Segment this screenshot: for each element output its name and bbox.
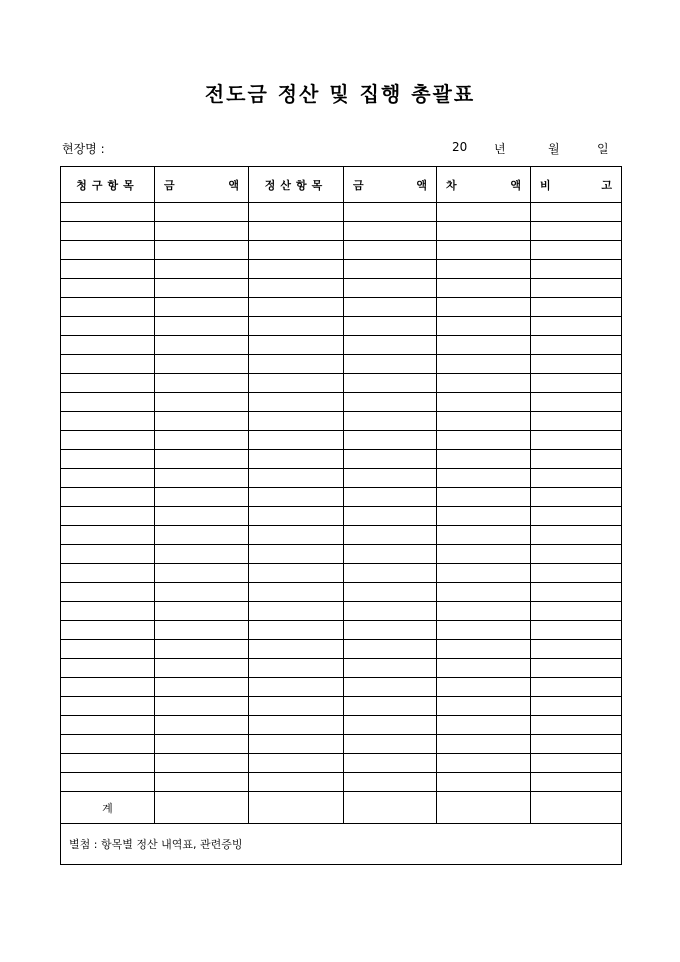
cell-remarks[interactable]	[531, 222, 622, 241]
attachment-note: 별첨 : 항목별 정산 내역표, 관련증빙	[61, 824, 622, 865]
cell-remarks[interactable]	[531, 507, 622, 526]
cell-claim-item[interactable]	[61, 678, 155, 697]
table-row	[61, 621, 622, 640]
cell-amount-2[interactable]	[344, 374, 437, 393]
cell-settle-item[interactable]	[249, 431, 344, 450]
cell-settle-item[interactable]	[249, 602, 344, 621]
cell-remarks[interactable]	[531, 279, 622, 298]
cell-claim-item[interactable]	[61, 773, 155, 792]
cell-settle-item[interactable]	[249, 336, 344, 355]
cell-difference[interactable]	[437, 260, 531, 279]
cell-difference[interactable]	[437, 602, 531, 621]
cell-difference[interactable]	[437, 659, 531, 678]
cell-amount-1[interactable]	[155, 431, 249, 450]
cell-remarks[interactable]	[531, 716, 622, 735]
cell-settle-item[interactable]	[249, 583, 344, 602]
cell-amount-1[interactable]	[155, 279, 249, 298]
cell-difference[interactable]	[437, 640, 531, 659]
cell-remarks[interactable]	[531, 583, 622, 602]
cell-settle-item[interactable]	[249, 298, 344, 317]
cell-difference[interactable]	[437, 279, 531, 298]
table-row	[61, 260, 622, 279]
cell-difference[interactable]	[437, 545, 531, 564]
cell-settle-item[interactable]	[249, 260, 344, 279]
cell-claim-item[interactable]	[61, 469, 155, 488]
header-amount-1-left: 금	[164, 178, 175, 192]
cell-claim-item[interactable]	[61, 545, 155, 564]
cell-amount-2[interactable]	[344, 317, 437, 336]
cell-remarks[interactable]	[531, 355, 622, 374]
total-amount-1[interactable]	[155, 792, 249, 824]
cell-remarks[interactable]	[531, 621, 622, 640]
cell-remarks[interactable]	[531, 640, 622, 659]
cell-amount-2[interactable]	[344, 393, 437, 412]
cell-settle-item[interactable]	[249, 317, 344, 336]
cell-remarks[interactable]	[531, 545, 622, 564]
cell-claim-item[interactable]	[61, 298, 155, 317]
cell-difference[interactable]	[437, 564, 531, 583]
table-row	[61, 222, 622, 241]
cell-remarks[interactable]	[531, 450, 622, 469]
cell-difference[interactable]	[437, 469, 531, 488]
document-title: 전도금 정산 및 집행 총괄표	[204, 82, 476, 106]
cell-settle-item[interactable]	[249, 469, 344, 488]
cell-amount-2[interactable]	[344, 431, 437, 450]
table-row	[61, 545, 622, 564]
cell-claim-item[interactable]	[61, 659, 155, 678]
cell-amount-2[interactable]	[344, 716, 437, 735]
cell-amount-1[interactable]	[155, 317, 249, 336]
cell-amount-2[interactable]	[344, 602, 437, 621]
cell-amount-2[interactable]	[344, 735, 437, 754]
cell-amount-2[interactable]	[344, 298, 437, 317]
cell-settle-item[interactable]	[249, 621, 344, 640]
cell-settle-item[interactable]	[249, 773, 344, 792]
cell-claim-item[interactable]	[61, 583, 155, 602]
total-row	[61, 792, 622, 824]
cell-settle-item[interactable]	[249, 640, 344, 659]
cell-claim-item[interactable]	[61, 564, 155, 583]
note-row	[61, 824, 622, 865]
cell-settle-item[interactable]	[249, 678, 344, 697]
cell-amount-1[interactable]	[155, 336, 249, 355]
cell-difference[interactable]	[437, 526, 531, 545]
cell-amount-1[interactable]	[155, 355, 249, 374]
cell-amount-2[interactable]	[344, 754, 437, 773]
cell-remarks[interactable]	[531, 241, 622, 260]
cell-amount-1[interactable]	[155, 640, 249, 659]
cell-claim-item[interactable]	[61, 716, 155, 735]
cell-amount-1[interactable]	[155, 526, 249, 545]
cell-difference[interactable]	[437, 488, 531, 507]
table-row	[61, 564, 622, 583]
header-amount-1	[155, 167, 249, 203]
cell-difference[interactable]	[437, 754, 531, 773]
header-difference-right: 액	[510, 178, 521, 192]
cell-claim-item[interactable]	[61, 450, 155, 469]
cell-amount-2[interactable]	[344, 412, 437, 431]
cell-settle-item[interactable]	[249, 545, 344, 564]
cell-amount-1[interactable]	[155, 545, 249, 564]
cell-remarks[interactable]	[531, 393, 622, 412]
total-amount-2[interactable]	[344, 792, 437, 824]
table-row	[61, 659, 622, 678]
cell-amount-1[interactable]	[155, 716, 249, 735]
header-amount-2-right: 액	[416, 178, 427, 192]
cell-amount-1[interactable]	[155, 621, 249, 640]
cell-settle-item[interactable]	[249, 374, 344, 393]
cell-remarks[interactable]	[531, 469, 622, 488]
cell-claim-item[interactable]	[61, 317, 155, 336]
cell-remarks[interactable]	[531, 526, 622, 545]
cell-settle-item[interactable]	[249, 412, 344, 431]
cell-claim-item[interactable]	[61, 621, 155, 640]
cell-remarks[interactable]	[531, 431, 622, 450]
cell-amount-1[interactable]	[155, 773, 249, 792]
cell-claim-item[interactable]	[61, 279, 155, 298]
table-row	[61, 279, 622, 298]
table-row	[61, 336, 622, 355]
table-row	[61, 317, 622, 336]
cell-claim-item[interactable]	[61, 754, 155, 773]
table-row	[61, 393, 622, 412]
cell-amount-2[interactable]	[344, 488, 437, 507]
table-row	[61, 412, 622, 431]
cell-remarks[interactable]	[531, 260, 622, 279]
cell-settle-item[interactable]	[249, 450, 344, 469]
header-claim-item: 청구항목	[61, 167, 155, 203]
cell-difference[interactable]	[437, 374, 531, 393]
cell-settle-item[interactable]	[249, 697, 344, 716]
cell-settle-item[interactable]	[249, 203, 344, 222]
cell-amount-1[interactable]	[155, 754, 249, 773]
cell-amount-2[interactable]	[344, 678, 437, 697]
cell-settle-item[interactable]	[249, 754, 344, 773]
date-year-label: 년	[494, 142, 506, 156]
header-remarks	[531, 167, 622, 203]
cell-remarks[interactable]	[531, 564, 622, 583]
cell-amount-1[interactable]	[155, 735, 249, 754]
cell-amount-1[interactable]	[155, 241, 249, 260]
cell-amount-2[interactable]	[344, 507, 437, 526]
cell-claim-item[interactable]	[61, 697, 155, 716]
table-row	[61, 450, 622, 469]
table-row	[61, 374, 622, 393]
total-settle-item[interactable]	[249, 792, 344, 824]
header-difference	[437, 167, 531, 203]
header-remarks-right: 고	[601, 178, 612, 192]
cell-difference[interactable]	[437, 355, 531, 374]
cell-claim-item[interactable]	[61, 336, 155, 355]
cell-remarks[interactable]	[531, 773, 622, 792]
cell-amount-2[interactable]	[344, 279, 437, 298]
cell-difference[interactable]	[437, 203, 531, 222]
total-label: 계	[61, 792, 155, 824]
cell-settle-item[interactable]	[249, 393, 344, 412]
total-remarks[interactable]	[531, 792, 622, 824]
table-row	[61, 298, 622, 317]
cell-remarks[interactable]	[531, 602, 622, 621]
cell-remarks[interactable]	[531, 735, 622, 754]
cell-claim-item[interactable]	[61, 393, 155, 412]
cell-amount-1[interactable]	[155, 222, 249, 241]
cell-amount-1[interactable]	[155, 393, 249, 412]
cell-settle-item[interactable]	[249, 355, 344, 374]
cell-amount-2[interactable]	[344, 260, 437, 279]
cell-remarks[interactable]	[531, 203, 622, 222]
cell-amount-2[interactable]	[344, 355, 437, 374]
cell-settle-item[interactable]	[249, 735, 344, 754]
cell-settle-item[interactable]	[249, 241, 344, 260]
header-amount-2-left: 금	[353, 178, 364, 192]
cell-settle-item[interactable]	[249, 279, 344, 298]
cell-claim-item[interactable]	[61, 735, 155, 754]
cell-remarks[interactable]	[531, 317, 622, 336]
cell-amount-1[interactable]	[155, 564, 249, 583]
cell-difference[interactable]	[437, 697, 531, 716]
cell-difference[interactable]	[437, 393, 531, 412]
cell-remarks[interactable]	[531, 697, 622, 716]
table-row	[61, 583, 622, 602]
cell-difference[interactable]	[437, 336, 531, 355]
cell-claim-item[interactable]	[61, 507, 155, 526]
date-year-prefix: 20	[452, 140, 468, 154]
table-row	[61, 241, 622, 260]
date-month-label: 월	[548, 142, 560, 156]
cell-difference[interactable]	[437, 298, 531, 317]
header-remarks-left: 비	[540, 178, 551, 192]
site-name-label: 현장명 :	[62, 142, 105, 156]
cell-claim-item[interactable]	[61, 431, 155, 450]
cell-amount-1[interactable]	[155, 260, 249, 279]
header-row	[61, 167, 622, 203]
date-day-label: 일	[597, 142, 609, 156]
cell-difference[interactable]	[437, 317, 531, 336]
cell-difference[interactable]	[437, 450, 531, 469]
cell-settle-item[interactable]	[249, 716, 344, 735]
cell-amount-2[interactable]	[344, 564, 437, 583]
cell-amount-1[interactable]	[155, 697, 249, 716]
cell-amount-1[interactable]	[155, 659, 249, 678]
cell-amount-2[interactable]	[344, 640, 437, 659]
cell-claim-item[interactable]	[61, 355, 155, 374]
cell-amount-2[interactable]	[344, 450, 437, 469]
cell-difference[interactable]	[437, 222, 531, 241]
cell-amount-2[interactable]	[344, 526, 437, 545]
table-row	[61, 735, 622, 754]
header-amount-1-right: 액	[228, 178, 239, 192]
cell-amount-2[interactable]	[344, 336, 437, 355]
cell-difference[interactable]	[437, 583, 531, 602]
cell-remarks[interactable]	[531, 336, 622, 355]
cell-amount-1[interactable]	[155, 203, 249, 222]
cell-settle-item[interactable]	[249, 222, 344, 241]
cell-amount-1[interactable]	[155, 374, 249, 393]
cell-amount-2[interactable]	[344, 583, 437, 602]
table-row	[61, 488, 622, 507]
cell-difference[interactable]	[437, 412, 531, 431]
table-row	[61, 678, 622, 697]
cell-amount-2[interactable]	[344, 773, 437, 792]
cell-claim-item[interactable]	[61, 260, 155, 279]
cell-amount-1[interactable]	[155, 469, 249, 488]
cell-claim-item[interactable]	[61, 602, 155, 621]
cell-settle-item[interactable]	[249, 659, 344, 678]
cell-difference[interactable]	[437, 678, 531, 697]
header-settle-item: 정산항목	[249, 167, 344, 203]
cell-remarks[interactable]	[531, 659, 622, 678]
cell-remarks[interactable]	[531, 412, 622, 431]
cell-claim-item[interactable]	[61, 488, 155, 507]
cell-amount-1[interactable]	[155, 678, 249, 697]
cell-claim-item[interactable]	[61, 203, 155, 222]
cell-remarks[interactable]	[531, 754, 622, 773]
cell-difference[interactable]	[437, 621, 531, 640]
cell-claim-item[interactable]	[61, 412, 155, 431]
table-row	[61, 203, 622, 222]
cell-difference[interactable]	[437, 735, 531, 754]
cell-remarks[interactable]	[531, 374, 622, 393]
cell-amount-2[interactable]	[344, 241, 437, 260]
cell-amount-2[interactable]	[344, 545, 437, 564]
header-difference-left: 차	[446, 178, 457, 192]
table-row	[61, 507, 622, 526]
cell-difference[interactable]	[437, 773, 531, 792]
cell-amount-1[interactable]	[155, 488, 249, 507]
cell-claim-item[interactable]	[61, 374, 155, 393]
cell-remarks[interactable]	[531, 678, 622, 697]
cell-claim-item[interactable]	[61, 222, 155, 241]
cell-amount-1[interactable]	[155, 602, 249, 621]
cell-claim-item[interactable]	[61, 640, 155, 659]
cell-amount-1[interactable]	[155, 450, 249, 469]
cell-difference[interactable]	[437, 716, 531, 735]
cell-amount-1[interactable]	[155, 298, 249, 317]
cell-claim-item[interactable]	[61, 241, 155, 260]
cell-amount-2[interactable]	[344, 659, 437, 678]
cell-remarks[interactable]	[531, 298, 622, 317]
cell-settle-item[interactable]	[249, 488, 344, 507]
cell-remarks[interactable]	[531, 488, 622, 507]
table-row	[61, 697, 622, 716]
cell-settle-item[interactable]	[249, 507, 344, 526]
cell-amount-1[interactable]	[155, 412, 249, 431]
cell-amount-1[interactable]	[155, 583, 249, 602]
table-row	[61, 602, 622, 621]
cell-settle-item[interactable]	[249, 564, 344, 583]
table-row	[61, 716, 622, 735]
table-row	[61, 469, 622, 488]
cell-amount-2[interactable]	[344, 697, 437, 716]
cell-amount-2[interactable]	[344, 222, 437, 241]
cell-amount-1[interactable]	[155, 507, 249, 526]
cell-claim-item[interactable]	[61, 526, 155, 545]
table-row	[61, 431, 622, 450]
table-row	[61, 773, 622, 792]
cell-amount-2[interactable]	[344, 203, 437, 222]
cell-difference[interactable]	[437, 507, 531, 526]
table-row	[61, 355, 622, 374]
cell-difference[interactable]	[437, 431, 531, 450]
cell-amount-2[interactable]	[344, 621, 437, 640]
cell-settle-item[interactable]	[249, 526, 344, 545]
cell-difference[interactable]	[437, 241, 531, 260]
table-row	[61, 526, 622, 545]
table-row	[61, 640, 622, 659]
summary-table	[60, 166, 622, 865]
cell-amount-2[interactable]	[344, 469, 437, 488]
table-row	[61, 754, 622, 773]
total-difference[interactable]	[437, 792, 531, 824]
header-amount-2	[344, 167, 437, 203]
